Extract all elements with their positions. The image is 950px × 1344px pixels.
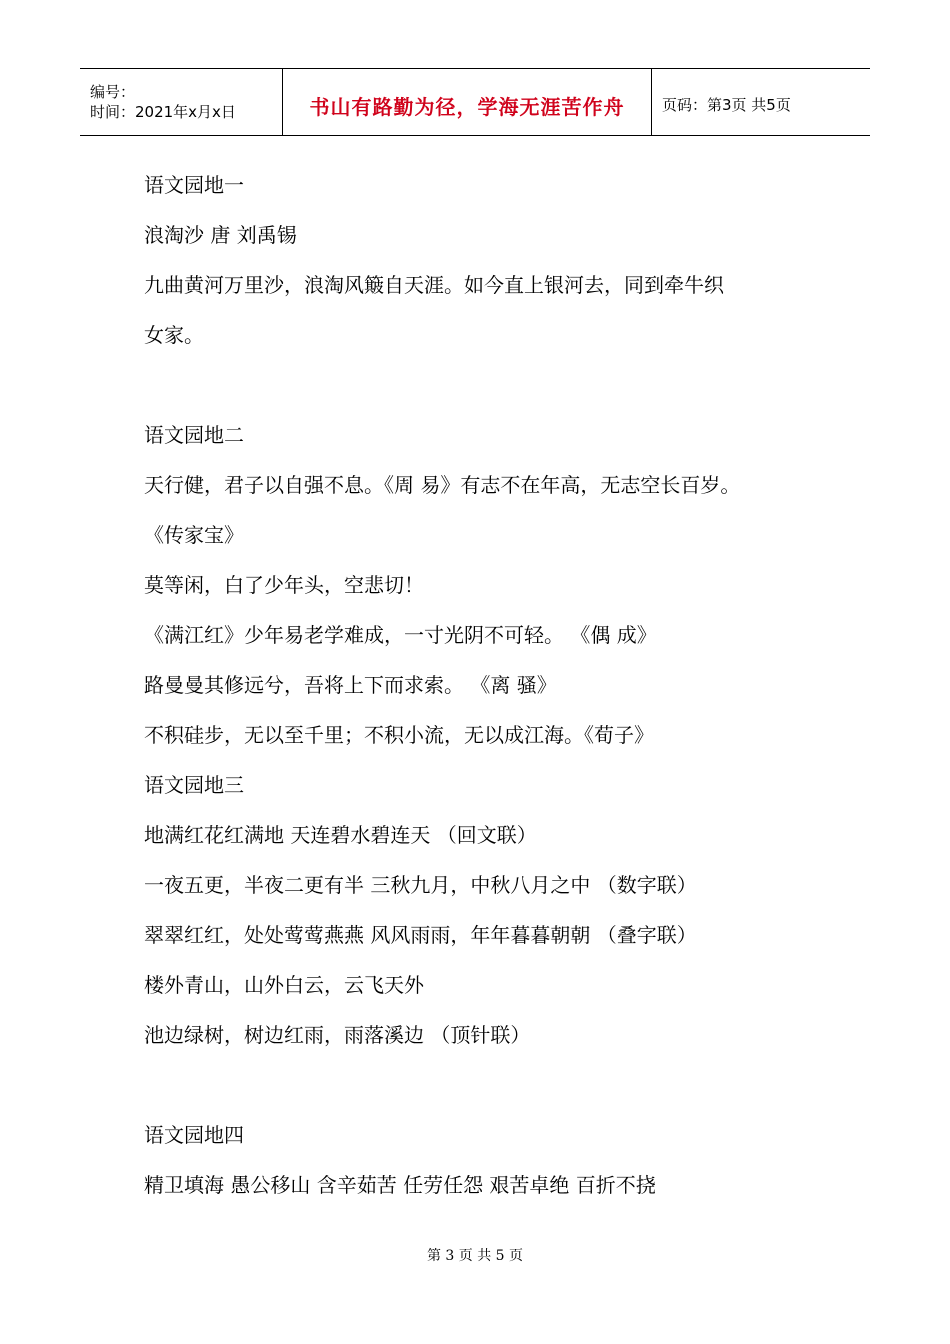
header-page-info: 页码：第3页 共5页 [662, 95, 791, 114]
text-line: 楼外青山，山外白云，云飞天外 [144, 973, 424, 997]
spacer [144, 360, 844, 410]
text-line: 精卫填海 愚公移山 含辛茹苦 任劳任怨 艰苦卓绝 百折不挠 [144, 1173, 656, 1197]
number-label: 编号： [90, 83, 136, 101]
text-line: 路曼曼其修远兮，吾将上下而求索。 《离 骚》 [144, 673, 557, 697]
poem-title: 浪淘沙 唐 刘禹锡 [144, 223, 297, 247]
header-motto-cell [282, 69, 652, 135]
section-title: 语文园地一 [144, 173, 244, 197]
text-line: 翠翠红红，处处莺莺燕燕 风风雨雨，年年暮暮朝朝 （叠字联） [144, 923, 697, 947]
document-body [144, 160, 844, 1210]
text-line: 《满江红》少年易老学难成，一寸光阴不可轻。 《偶 成》 [144, 623, 657, 647]
document-header [80, 68, 870, 136]
text-line: 地满红花红满地 天连碧水碧连天 （回文联） [144, 823, 537, 847]
text-line: 一夜五更，半夜二更有半 三秋九月，中秋八月之中 （数字联） [144, 873, 697, 897]
section-title: 语文园地三 [144, 773, 244, 797]
section-title: 语文园地四 [144, 1123, 244, 1147]
spacer [144, 1060, 844, 1110]
section-title: 语文园地二 [144, 423, 244, 447]
time-label: 时间：2021年x月x日 [90, 103, 236, 121]
header-motto: 书山有路勤为径，学海无涯苦作舟 [309, 94, 625, 119]
text-line: 天行健，君子以自强不息。《周 易》有志不在年高，无志空长百岁。 [144, 473, 741, 497]
header-meta [80, 69, 282, 135]
text-line: 不积硅步，无以至千里；不积小流，无以成江海。《荀子》 [144, 723, 654, 747]
text-line: 九曲黄河万里沙，浪淘风簸自天涯。如今直上银河去，同到牵牛织 [144, 273, 724, 297]
text-line: 女家。 [144, 323, 204, 347]
text-line: 莫等闲，白了少年头，空悲切！ [144, 573, 424, 597]
page-footer: 第 3 页 共 5 页 [426, 1248, 524, 1264]
text-line: 池边绿树，树边红雨，雨落溪边 （顶针联） [144, 1023, 531, 1047]
text-line: 《传家宝》 [144, 523, 244, 547]
